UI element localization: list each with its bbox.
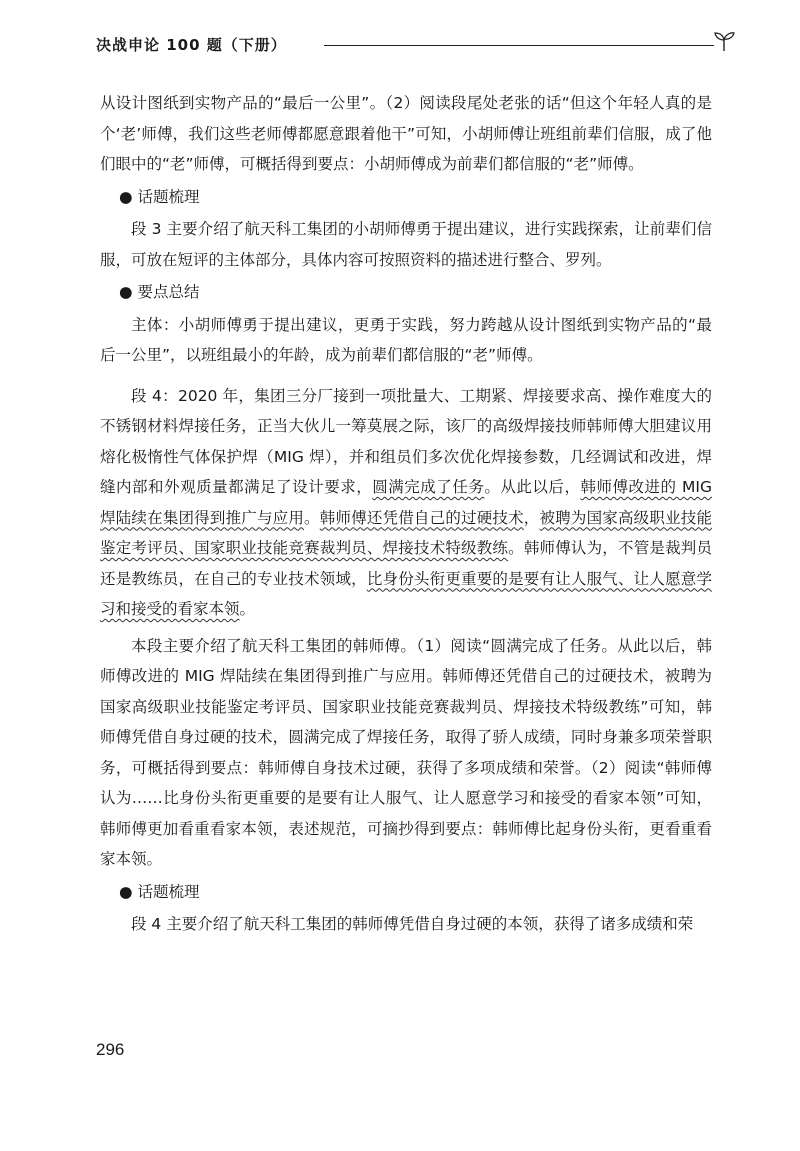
header-rule (324, 45, 714, 46)
paragraph-topic-review-3: 段 3 主要介绍了航天科工集团的小胡师傅勇于提出建议，进行实践探索，让前辈们信服，可放在短评的主体部分，具体内容可按照资料的描述进行整合、罗列。 (100, 220, 712, 269)
underlined-phrase: 圆满完成了任务 (372, 478, 485, 496)
section-heading-topic-review-2: ● 话题梳理 (119, 882, 200, 901)
page-content (100, 88, 712, 940)
header-title: 决战申论 100 题（下册） (96, 36, 287, 54)
source-text: 。 (239, 600, 256, 618)
section-heading-topic-review: ● 话题梳理 (119, 187, 200, 206)
underlined-phrase: 比身份头衔更重要的是要有让人服气、让人愿意学习和接受的看家本领 (100, 569, 712, 618)
source-text: 。从此以后， (484, 478, 581, 496)
paragraph-key-points: 主体：小胡师傅勇于提出建议，更勇于实践，努力跨越从设计图纸到实物产品的“最后一公里”，以班组最小的年龄，成为前辈们都信服的“老”师傅。 (100, 315, 712, 364)
section-heading-key-points: ● 要点总结 (119, 283, 200, 301)
source-text: ， (523, 508, 540, 527)
running-header (96, 34, 736, 58)
paragraph-analysis-4: 本段主要介绍了航天科工集团的韩师傅。（1）阅读“圆满完成了任务。从此以后，韩师傅改进的 MIG 焊陆续在集团得到推广与应用。韩师傅还凭借自己的过硬技术，被聘为国家高级职业技能鉴定考评员、国家职业技能竞赛裁判员、焊接技术特级教练”可知，韩师傅凭借自身过硬的技术，圆满完成了焊接任务，取得了骄人成绩，同时身兼多项荣誉职务，可概括得到要点：韩师傅自身技术过硬，获得了多项成绩和荣誉。（2）阅读“韩师傅认为……比身份头衔更重要的是要有让人服气、让人愿意学习和接受的看家本领”可知，韩师傅更加看重看家本领，表述规范，可摘抄得到要点：韩师傅比起身份头衔，更看重看家本领。 (100, 636, 712, 868)
paragraph-topic-review-4: 段 4 主要介绍了航天科工集团的韩师傅凭借自身过硬的本领，获得了诸多成绩和荣 (131, 915, 694, 933)
source-text: 段 4：2020 年，集团三分厂接到一项批量大、工期紧、焊接要求高、操作难度大的不锈钢材料焊接任务，正当大伙儿一筹莫展之际，该厂的高级焊接技师韩师傅大胆建议用熔化极惰性气体保护焊（MIG 焊），并和组员们多次优化焊接参数，几经调试和改进，焊缝内部和外观质量都满足了设计要求， (100, 386, 712, 496)
source-text: 。 (304, 508, 320, 527)
source-text: 。韩师傅认为，不管是裁判员还是教练员，在自己的专业技术领域， (100, 539, 712, 588)
underlined-phrase: 被聘为国家高级职业技能鉴定考评员、国家职业技能竞赛裁判员、焊接技术特级教练 (100, 508, 712, 557)
sprout-icon (712, 30, 736, 52)
underlined-phrase: 韩师傅还凭借自己的过硬技术 (319, 508, 524, 527)
paragraph-source-4 (100, 381, 712, 625)
paragraph-intro: 从设计图纸到实物产品的“最后一公里”。（2）阅读段尾处老张的话“但这个年轻人真的是个‘老’师傅，我们这些老师傅都愿意跟着他干”可知，小胡师傅让班组前辈们信服，成了他们眼中的“老”师傅，可概括得到要点：小胡师傅成为前辈们都信服的“老”师傅。 (100, 94, 712, 173)
underlined-phrase: 韩师傅改进的 MIG 焊陆续在集团得到推广与应用 (100, 478, 712, 527)
page-number: 296 (96, 1040, 125, 1059)
